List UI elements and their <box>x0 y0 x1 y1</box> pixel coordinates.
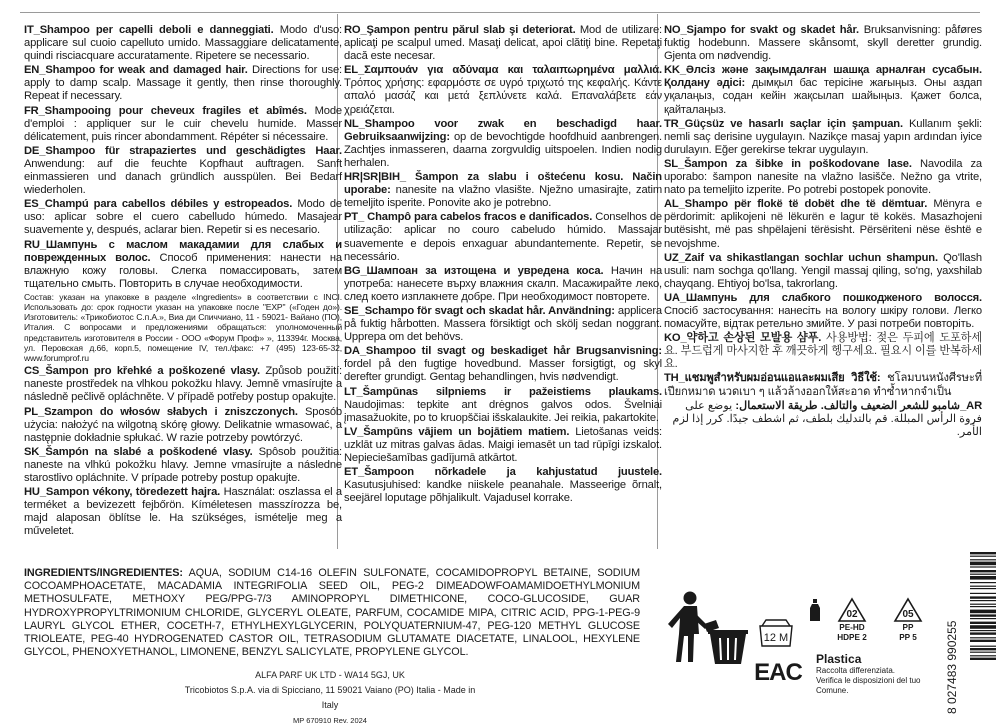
section-body: Kasutusjuhised: kandke niiskele peanahale. Masseerige õrnalt, seejärel loputage põhjalikult. Vajadusel korrake. <box>344 479 662 505</box>
barcode-bars <box>970 552 996 660</box>
section-heading: TR_Güçsüz ve hasarlı saçlar için şampuan. <box>664 117 903 130</box>
plastica-title: Plastica <box>816 652 862 666</box>
barcode-bar <box>970 574 996 575</box>
section-body: Anwendung: auf die feuchte Kopfhaut auftragen. Sanft einmassieren und danach gründlich ausspülen. Bei Bedarf wiederholen. <box>24 157 342 197</box>
barcode-bar <box>970 552 996 554</box>
footer-italy-address: Tricobiotos S.p.A. via di Spicciano, 11 59021 Vaiano (PO) Italia - Made in Italy <box>184 685 476 710</box>
language-section <box>664 332 982 371</box>
section-body: дымқыл бас терісіне жағыңыз. Оны аздап уқалаңыз, содан кейін жақсылап шайыңыз. Қажет болса, қайталаңыз. <box>664 77 982 116</box>
section-body: Kullanım şekli: nemli saç derisine uygulayın. Nazikçe masaj yapın ardından iyice durulayın. Eğer gerekirse tekrar uygulayın. <box>664 117 982 156</box>
language-section <box>24 198 342 237</box>
eac-text: EAC <box>754 659 802 686</box>
barcode-bar <box>970 625 996 629</box>
section-heading: DA_Shampoo til svagt og beskadiget hår Brugsanvisning: <box>344 345 662 358</box>
language-section <box>24 145 342 197</box>
section-heading: CS_Šampon pro křehké a poškozené vlasy. <box>24 365 260 378</box>
section-body: Lietošanas veids: uzklāt uz mitras galvas ādas. Maigi iemasēt un tad rūpīgi izskalot. Nepieciešamības gadījumā atkārtot. <box>344 425 662 464</box>
barcode-bar <box>970 622 996 624</box>
barcode-bar <box>970 632 996 634</box>
barcode-bar <box>970 576 996 580</box>
language-section <box>664 292 982 331</box>
language-section <box>24 24 342 63</box>
section-body: Bruksanvisning: påføres fuktig hodebunn. Massere skånsomt, skyll deretter grundig. Gjenta om nødvendig. <box>664 24 982 63</box>
section-heading: PT_ Champô para cabelos fracos e danificados. <box>344 211 593 224</box>
recycle-pp-symbol <box>882 597 934 643</box>
language-section <box>24 239 342 291</box>
barcode-bar <box>970 648 996 650</box>
barcode-bar <box>970 588 996 589</box>
language-section <box>24 486 342 538</box>
section-heading: NL_Shampoo voor zwak en beschadigd haar. Gebruiksaanwijzing: <box>344 117 662 143</box>
section-heading: ES_Champú para cabellos débiles y estropeados. <box>24 198 293 211</box>
section-heading: PL_Szampon do włosów słabych i zniszczonych. <box>24 405 298 418</box>
section-heading: HU_Sampon vékony, töredezett hajra. <box>24 486 221 499</box>
recycle-05-name: PP 5 <box>899 633 917 642</box>
section-heading: SK_Šampón na slabé a poškodené vlasy. <box>24 445 253 458</box>
section-heading: BG_Шампоан за изтощена и увредена коса. <box>344 264 604 277</box>
period-after-opening-text: 12 M <box>763 632 789 644</box>
language-section <box>24 365 342 404</box>
language-section <box>664 198 982 250</box>
barcode-bar <box>970 618 996 619</box>
barcode-bar <box>970 640 996 642</box>
ingredients-label: INGREDIENTS/INGREDIENTES: <box>24 567 183 579</box>
barcode-bar <box>970 562 996 566</box>
barcode-bar <box>970 586 996 587</box>
section-body: Navodila za uporabo: šampon nanesite na vlažno lasišče. Nežno ga vtrite, nato pa temeljito izperite. Po potrebi postopek ponovite. <box>664 157 982 197</box>
section-heading: NO_Sjampo for svakt og skadet hår. <box>664 24 860 36</box>
language-section <box>344 386 662 425</box>
language-section <box>344 265 662 304</box>
language-section <box>24 406 342 445</box>
language-section <box>664 252 982 291</box>
section-body: Τρόπος χρήσης: εφαρμόστε σε υγρό τριχωτό της κεφαλής. Κάντε απαλό μασάζ και μετά ξεπλύνετε καλά. Επαναλάβετε εάν χρειάζεται. <box>344 77 662 116</box>
period-after-opening-icon <box>756 618 796 653</box>
barcode-bar <box>970 600 996 601</box>
footer-mp-code: MP 670910 Rev. 2024 <box>293 716 367 725</box>
language-section <box>344 211 662 263</box>
barcode-bar <box>970 582 996 583</box>
section-body: Sposób użycia: nałożyć na wilgotną skórę głowy. Delikatnie wmasować, a następnie dokładnie spłukać. W razie potrzeby powtórzyć. <box>24 405 342 444</box>
barcode-bar <box>970 566 996 567</box>
barcode-bar <box>970 596 996 598</box>
section-heading: DE_Shampoo für strapaziertes und geschädigtes Haar. <box>24 144 342 157</box>
section-body: Mode d'emploi : appliquer sur le cuir chevelu humide. Masser délicatement, puis rincer abondamment. Répéter si nécessaire. <box>24 104 343 143</box>
recycle-02-number: 02 <box>846 609 858 620</box>
language-section <box>664 372 982 398</box>
language-section <box>344 24 662 63</box>
recycle-02-code: PE-HD <box>839 623 865 632</box>
section-heading: FR_Shampooing pour cheveux fragiles et abîmés. <box>24 104 307 117</box>
section-body: يوضع على فروة الرأس المبللة. قم بالتدليك بلطف، ثم اشطف جيدًا. كرر إذا لزم الأمر. <box>672 399 982 438</box>
language-section <box>664 64 982 116</box>
section-body: Qo'llash usuli: nam sochga qo'llang. Yengil massaj qiling, so'ng, yaxshilab chayqang. Ehtiyoj bo'lsa, takrorlang. <box>664 251 982 290</box>
barcode-bar <box>970 655 996 656</box>
barcode-bar <box>970 630 996 631</box>
footer-uk-address: ALFA PARF UK LTD - WA14 5GJ, UK <box>255 670 405 680</box>
recycle-02-name: HDPE 2 <box>837 633 867 642</box>
section-heading: AL_Shampo për flokë të dobët dhe të dëmtuar. <box>664 198 928 211</box>
section-body: Mod de utilizare: aplicaţi pe scalpul umed. Masaţi delicat, apoi clătiţi bine. Repetaţi dacă este necesar. <box>344 24 662 63</box>
barcode-bar <box>970 610 996 614</box>
section-heading: EL_Σαμπουάν για αδύναμα και ταλαιπωρημένα μαλλιά. <box>344 64 662 77</box>
recycle-hdpe-symbol <box>826 597 878 643</box>
recycle-triangle-icon <box>893 597 923 623</box>
plastica-line-2: Verifica le disposizioni del tuo Comune. <box>816 676 921 695</box>
section-heading: AR_شامبو للشعر الضعيف والتالف. طريقة الاستعمال: <box>735 399 982 412</box>
barcode-bar <box>970 556 996 557</box>
section-heading: EN_Shampoo for weak and damaged hair. <box>24 64 248 77</box>
section-body: Modo de uso: aplicar sobre el cuero cabelludo húmedo. Masajear suavemente y, después, aclarar bien. Repetir si es necesario. <box>24 198 342 237</box>
language-section <box>24 105 342 144</box>
barcode-bar <box>970 604 996 605</box>
section-body: 사용방법: 젖은 두피에 도포하세요. 부드럽게 마사지한 후 깨끗하게 헹구세요. 필요시 이를 반복하세요. <box>664 332 982 371</box>
plastica-line-1: Raccolta differenziata. <box>816 666 896 675</box>
section-body: Spôsob použitia: naneste na vlhkú pokožku hlavy. Jemne vmasírujte a následne starostlivo opláchnite. V prípade potreby postup opakujte. <box>24 445 343 485</box>
language-section <box>664 24 982 63</box>
barcode-bar <box>970 606 996 607</box>
language-section <box>664 118 982 157</box>
language-section <box>24 292 342 363</box>
section-heading: KO_약하고 손상된 모발용 샴푸. <box>664 332 822 345</box>
eac-mark-icon <box>756 658 800 689</box>
barcode <box>945 548 996 716</box>
section-heading: KK_Әлсіз және зақымдалған шашқа арналған сусабын. Қолдану әдісі: <box>664 64 982 90</box>
barcode-bar <box>970 614 996 616</box>
section-heading: UA_Шампунь для слабкого пошкодженого волосся. <box>664 291 982 304</box>
section-heading: SL_Šampon za šibke in poškodovane lase. <box>664 157 912 170</box>
language-section <box>344 171 662 210</box>
section-body: Modo d'uso: applicare sul cuoio capelluto umido. Massaggiare delicatamente, quindi risciacquare accuratamente. Ripetere se necessario. <box>24 24 342 63</box>
section-body: Naudojimas: tepkite ant drėgnos galvos odos. Švelniai įmasažuokite, po to kruopščiai išskalaukite. Jei reikia, pakartokite. <box>344 398 662 424</box>
language-column-1 <box>24 24 342 540</box>
barcode-bar <box>970 559 996 560</box>
section-body: Спосіб застосування: нанесіть на вологу шкіру голови. Легко помасуйте, відтак ретельно змийте. У разі потреби повторіть. <box>664 304 982 331</box>
recycle-05-code: PP <box>902 623 914 632</box>
barcode-bar <box>970 658 996 660</box>
barcode-bar <box>970 646 996 647</box>
manufacturer-footer <box>180 668 480 728</box>
language-section <box>344 64 662 116</box>
section-body: Начин на употреба: нанесете върху влажния скалп. Масажирайте леко, след което изплакнете добре. При необходимост повторете. <box>344 264 663 303</box>
section-heading: SE_Schampo för svagt och skadat hår. Användning: <box>344 304 615 317</box>
language-section <box>344 305 662 344</box>
section-body: Состав: указан на упаковке в разделе «Ingredients» в соответствии с INCI. Использовать до: срок годности указан на упаковке после "EXP" («Годен до»). Изготовитель: «Трикобиотос С.п.А.», Виа ди Спиччиано, 11 - 59021- Вайано (ПО), Италия. С вопросами и предложениями обращаться: уполномоченный представитель изготовителя в России - ООО «Форум Проф» », 113394г. Москва, ул. Перовская д.66, корп.5, помещение IV, тел./факс: +7 (495) 123-65-32, www.forumprof.ru <box>24 291 342 364</box>
section-heading: HR|SR|BIH_ Šampon za slabu i oštećenu kosu. Način uporabe: <box>344 171 662 197</box>
section-body: ชโลมบนหนังศีรษะที่เปียกหมาด นวดเบา ๆ แล้วล้างออกให้สะอาด ทำซ้ำหากจำเป็น <box>664 372 982 398</box>
section-heading: RU_Шампунь с маслом макадамии для слабых и поврежденных волос. <box>24 238 342 264</box>
barcode-bar <box>970 570 996 572</box>
ingredients-list <box>24 567 640 659</box>
dispose-in-bin-icon <box>664 590 750 671</box>
language-column-3 <box>664 24 982 440</box>
section-heading: RO_Şampon pentru părul slab şi deteriorat. <box>344 24 576 36</box>
barcode-bar <box>970 652 996 653</box>
section-heading: IT_Shampoo per capelli deboli e danneggiati. <box>24 24 274 36</box>
language-column-2 <box>344 24 662 506</box>
language-section <box>344 345 662 384</box>
ingredients-text: AQUA, SODIUM C14-16 OLEFIN SULFONATE, COCAMIDOPROPYL BETAINE, SODIUM COCOAMPHOACETATE, MACADAMIA INTEGRIFOLIA SEED OIL, PEG-2 DIMEADOWFOAMAMIDOETHYLMONIUM METHOSULFATE, METHOXY PEG/PPG-7/3 AMINOPROPYL DIMETHICONE, COCO-GLUCOSIDE, GUAR HYDROXYPROPYLTRIMONIUM CHLORIDE, GLYCERYL OLEATE, PARFUM, COCAMIDE MIPA, CITRIC ACID, PPG-1-PEG-9 LAURYL GLYCOL ETHER, COCETH-7, ETHYLHEXYLGLYCERIN, POLYQUATERNIUM-47, PEG-120 METHYL GLUCOSE TRIOLEATE, PEG-40 HYDROGENATED CASTOR OIL, TETRASODIUM GLUTAMATE DIACETATE, LINALOOL, HEXYLENE GLYCOL, PHENOXYETHANOL, LIMONENE, BENZYL SALICYLATE, PROPYLENE GLYCOL. <box>24 567 640 659</box>
language-section <box>664 400 982 439</box>
recycle-triangle-icon <box>837 597 867 623</box>
section-body: fordel på den fugtige hovedbund. Masser forsigtigt, og skyl derefter grundigt. Gentag behandlingen, hvis nødvendigt. <box>344 358 662 384</box>
recycle-05-number: 05 <box>902 609 914 620</box>
section-body: Directions for use: apply to damp scalp. Massage it gently, then rinse thoroughly. Repeat if necessary. <box>24 64 343 103</box>
language-section <box>24 446 342 485</box>
section-body: Használat: oszlassa el a terméket a bevizezett fejbőrön. Kíméletesen masszírozza be, majd alaposan öblítse le. Ha szükséges, ismételje meg a műveletet. <box>24 486 343 538</box>
section-body: nanesite na vlažno vlasište. Nježno umasirajte, zatim temeljito isperite. Ponovite ako je potrebno. <box>344 184 662 210</box>
section-heading: LV_Šampūns vājiem un bojātiem matiem. <box>344 425 570 438</box>
barcode-bar <box>970 637 996 638</box>
section-heading: ET_Šampoon nõrkadele ja kahjustatud juustele. <box>344 466 662 479</box>
plastica-disposal-note <box>816 652 946 696</box>
section-body: op de bevochtigde hoofdhuid aanbrengen. Zachtjes inmasseren, daarna zorgvuldig uitspoelen. Indien nodig herhalen. <box>344 130 662 169</box>
language-section <box>24 64 342 103</box>
language-section <box>664 158 982 197</box>
language-section <box>344 426 662 465</box>
language-section <box>344 118 662 170</box>
section-heading: UZ_Zaif va shikastlangan sochlar uchun shampun. <box>664 251 938 264</box>
top-rule <box>20 12 980 13</box>
language-section <box>344 466 662 505</box>
bottle-icon <box>808 598 822 627</box>
section-body: applicera på fuktig hårbotten. Massera försiktigt och skölj sedan noggrant. Upprepa om det behövs. <box>344 304 662 344</box>
section-heading: LT_Šampūnas silpniems ir pažeistiems plaukams. <box>344 385 662 398</box>
barcode-bar <box>970 593 996 594</box>
section-body: Mënyra e përdorimit: aplikojeni në lëkurën e lagur të kokës. Masazhojeni butësisht, më pas shpëlajeni tërësisht. Përsëriteni nëse është e nevojshme. <box>664 198 982 250</box>
barcode-number: 8 027483 990255 <box>945 620 959 714</box>
section-body: Conselhos de utilização: aplicar no couro cabeludo húmido. Massajar suavemente e depois enxaguar abundantemente. Repetir, se necessário. <box>344 211 662 263</box>
section-body: Способ применения: нанести на влажную кожу головы. Слегка помассировать, затем тщательно смыть. Повторить в случае необходимости. <box>24 251 342 290</box>
section-body: Způsob použití: naneste prostředek na vlhkou pokožku hlavy. Jemně vmasírujte a následně pečlivě opláchněte. V případě potřeby postup opakujte. <box>24 365 343 404</box>
section-heading: TH_แชมพูสำหรับผมอ่อนแอและผมเสีย วิธีใช้: <box>664 372 881 385</box>
